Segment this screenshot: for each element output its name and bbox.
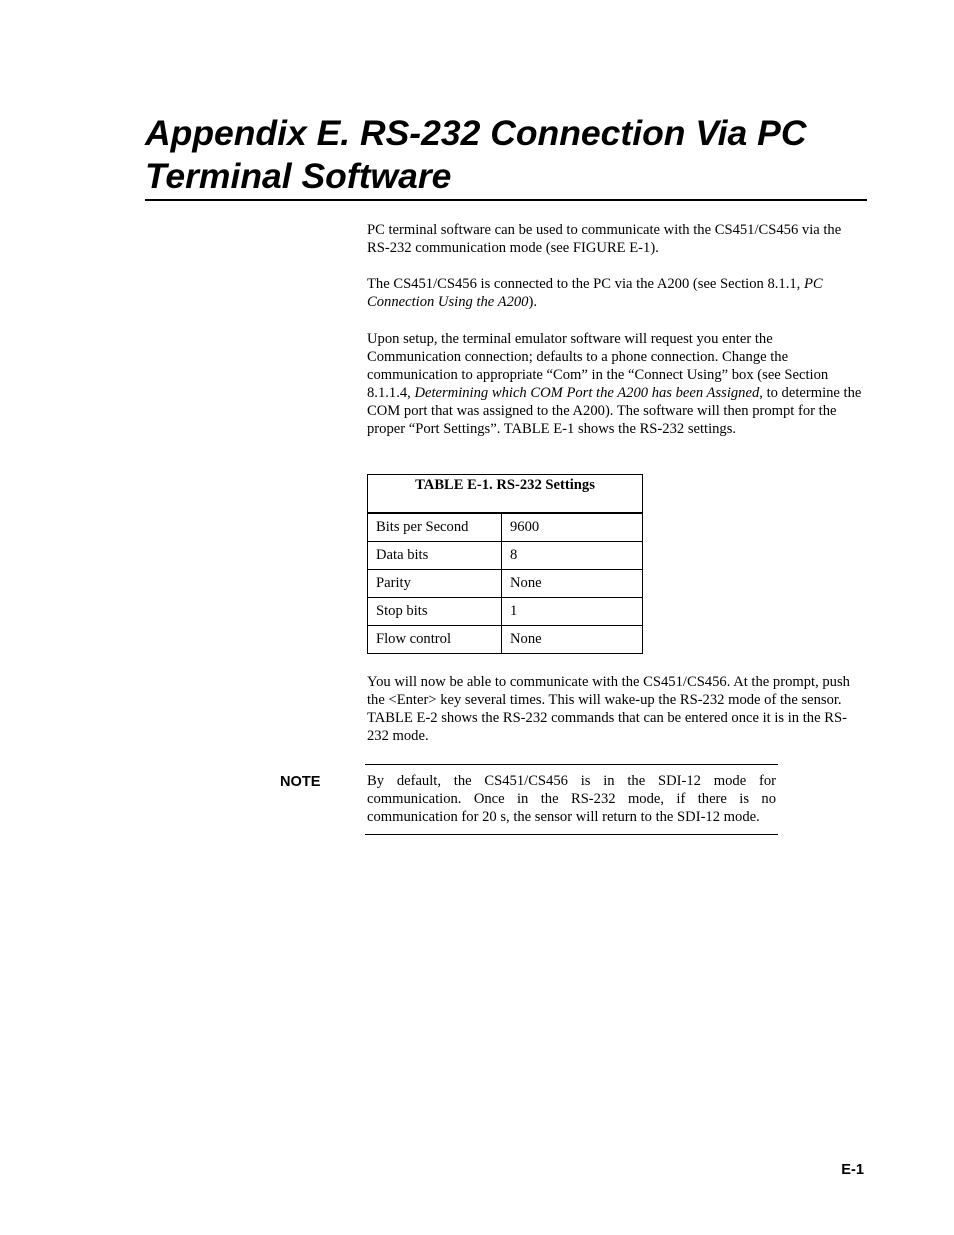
table-row [368,542,643,570]
setting-value: 9600 [502,513,643,542]
setting-name: Bits per Second [368,513,502,542]
setting-value: None [502,570,643,598]
setting-name: Parity [368,570,502,598]
setting-name: Stop bits [368,598,502,626]
page-title: Appendix E. RS-232 Connection Via PC Terminal Software [145,113,807,196]
page-number: E-1 [841,1162,864,1178]
setting-name: Flow control [368,626,502,654]
paragraph-connection-text: The CS451/CS456 is connected to the PC via the A200 (see Section 8.1.1, [367,276,804,292]
setting-value: None [502,626,643,654]
title-rule [145,199,867,201]
table-caption-text: TABLE E-1. RS-232 Settings [415,477,595,493]
note-text: By default, the CS451/CS456 is in the SDI-12 mode for communication. Once in the RS-232 mode, if there is no communication for 20 s, the sensor will return to the SDI-12 mode. [367,773,776,826]
setting-value: 1 [502,598,643,626]
paragraph-intro: PC terminal software can be used to communicate with the CS451/CS456 via the RS-232 communication mode (see FIGURE E-1). [367,222,842,257]
section-reference-pc-connection: PC Connection Using the A200 [367,276,823,311]
paragraph-communicate: You will now be able to communicate with the CS451/CS456. At the prompt, push the <Enter> key several times. This will wake-up the RS-232 mode of the sensor. TABLE E-2 shows the RS-232 commands that can be entered once it is in the RS-232 mode. [367,674,850,745]
table-row [368,570,643,598]
rs232-settings-table [367,474,643,654]
section-reference-com-port: Determining which COM Port the A200 has been Assigned [414,385,760,402]
table-caption [368,475,643,514]
table-row [368,513,643,542]
note-rule-bottom [365,834,778,835]
paragraph-setup-text: Upon setup, the terminal emulator software will request you enter the Communication connection; defaults to a phone connection. Change the communication to appropriate “Com” in the “Connect Using” box (see Section 8.1.1.4, [367,331,829,402]
paragraph-connection-text-end: ). [528,294,537,311]
paragraph-setup [367,330,865,439]
setting-name: Data bits [368,542,502,570]
table-row [368,626,643,654]
table-row [368,598,643,626]
paragraph-connection [367,275,865,311]
note-rule-top [365,764,778,765]
paragraph-setup-text-end: , to determine the COM port that was assigned to the A200). The software will then prompt for the proper “Port Settings”. TABLE E-1 shows the RS-232 settings. [367,385,862,438]
setting-value: 8 [502,542,643,570]
note-label: NOTE [280,774,321,790]
